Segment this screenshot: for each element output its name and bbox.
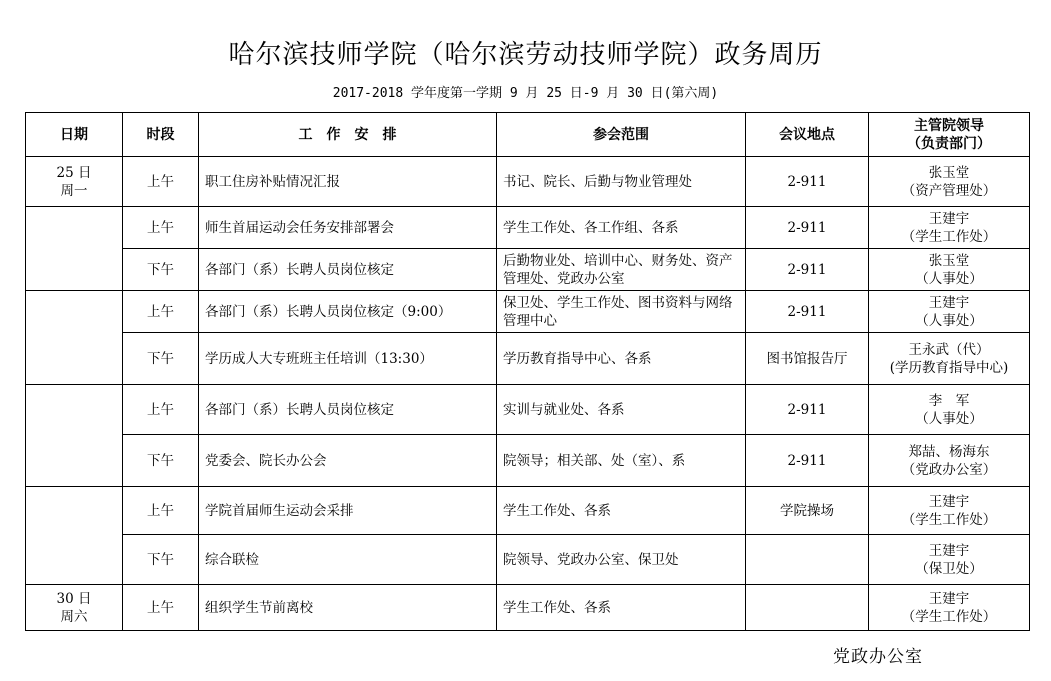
leader-name: 王永武（代） bbox=[908, 341, 990, 358]
leader-cell bbox=[869, 487, 1030, 535]
leader-cell bbox=[869, 535, 1030, 585]
task-cell: 学院首届师生运动会采排 bbox=[199, 487, 497, 535]
location-cell: 2-911 bbox=[746, 157, 869, 207]
period-cell: 下午 bbox=[123, 435, 199, 487]
date-cell bbox=[26, 291, 123, 385]
table-row bbox=[26, 157, 1030, 207]
task-cell: 组织学生节前离校 bbox=[199, 585, 497, 631]
leader-cell bbox=[869, 435, 1030, 487]
task-cell: 学历成人大专班班主任培训（13:30） bbox=[199, 333, 497, 385]
header-leader bbox=[869, 113, 1030, 157]
location-cell: 2-911 bbox=[746, 435, 869, 487]
location-cell: 2-911 bbox=[746, 207, 869, 249]
location-cell: 2-911 bbox=[746, 385, 869, 435]
leader-dept: （党政办公室） bbox=[901, 461, 997, 478]
leader-dept: （人事处） bbox=[915, 410, 983, 427]
task-cell: 师生首届运动会任务安排部署会 bbox=[199, 207, 497, 249]
page-title: 哈尔滨技师学院（哈尔滨劳动技师学院）政务周历 bbox=[228, 40, 823, 70]
attendees-cell: 学生工作处、各系 bbox=[497, 585, 746, 631]
leader-cell bbox=[869, 249, 1030, 291]
date-cell bbox=[26, 487, 123, 585]
attendees-cell: 学历教育指导中心、各系 bbox=[497, 333, 746, 385]
leader-name: 李 军 bbox=[928, 392, 970, 409]
location-cell: 图书馆报告厅 bbox=[746, 333, 869, 385]
leader-cell bbox=[869, 585, 1030, 631]
leader-name: 王建宇 bbox=[928, 542, 970, 559]
table-row bbox=[26, 535, 1030, 585]
leader-cell bbox=[869, 333, 1030, 385]
table-row bbox=[26, 585, 1030, 631]
attendees-cell: 实训与就业处、各系 bbox=[497, 385, 746, 435]
header-row bbox=[26, 113, 1030, 157]
period-cell: 上午 bbox=[123, 207, 199, 249]
location-cell: 2-911 bbox=[746, 249, 869, 291]
date-weekday: 周一 bbox=[60, 182, 88, 199]
calendar-table bbox=[25, 112, 1030, 631]
leader-cell bbox=[869, 157, 1030, 207]
period-cell: 下午 bbox=[123, 249, 199, 291]
leader-name: 张玉堂 bbox=[928, 164, 970, 181]
footer-issuer: 党政办公室 bbox=[833, 647, 923, 667]
task-cell: 各部门（系）长聘人员岗位核定 bbox=[199, 249, 497, 291]
table-row bbox=[26, 249, 1030, 291]
task-cell: 职工住房补贴情况汇报 bbox=[199, 157, 497, 207]
date-cell bbox=[26, 385, 123, 487]
date-weekday: 周六 bbox=[60, 608, 88, 625]
period-cell: 下午 bbox=[123, 535, 199, 585]
date-day: 30 日 bbox=[56, 590, 92, 607]
leader-name: 郑喆、杨海东 bbox=[908, 443, 990, 460]
leader-dept: （人事处） bbox=[915, 270, 983, 287]
period-cell: 上午 bbox=[123, 385, 199, 435]
attendees-cell: 学生工作处、各系 bbox=[497, 487, 746, 535]
page-subtitle: 2017-2018 学年度第一学期 9 月 25 日-9 月 30 日(第六周) bbox=[332, 86, 719, 101]
leader-dept: （人事处） bbox=[915, 312, 983, 329]
leader-cell bbox=[869, 291, 1030, 333]
period-cell: 上午 bbox=[123, 487, 199, 535]
attendees-cell: 保卫处、学生工作处、图书资料与网络管理中心 bbox=[497, 291, 746, 333]
leader-name: 王建宇 bbox=[928, 493, 970, 510]
header-location: 会议地点 bbox=[746, 113, 869, 157]
table-row bbox=[26, 435, 1030, 487]
leader-dept: （学生工作处） bbox=[901, 228, 997, 245]
date-cell bbox=[26, 157, 123, 207]
task-cell: 综合联检 bbox=[199, 535, 497, 585]
attendees-cell: 后勤物业处、培训中心、财务处、资产管理处、党政办公室 bbox=[497, 249, 746, 291]
period-cell: 上午 bbox=[123, 291, 199, 333]
leader-cell bbox=[869, 385, 1030, 435]
table-row bbox=[26, 333, 1030, 385]
header-date: 日期 bbox=[26, 113, 123, 157]
leader-dept: （资产管理处） bbox=[901, 182, 997, 199]
period-cell: 下午 bbox=[123, 333, 199, 385]
period-cell: 上午 bbox=[123, 585, 199, 631]
leader-dept: （保卫处） bbox=[915, 560, 983, 577]
leader-name: 张玉堂 bbox=[928, 252, 970, 269]
task-cell: 各部门（系）长聘人员岗位核定 bbox=[199, 385, 497, 435]
leader-dept: (学历教育指导中心) bbox=[889, 359, 1009, 376]
header-period: 时段 bbox=[123, 113, 199, 157]
attendees-cell: 院领导、党政办公室、保卫处 bbox=[497, 535, 746, 585]
table-row bbox=[26, 385, 1030, 435]
task-cell: 各部门（系）长聘人员岗位核定（9:00） bbox=[199, 291, 497, 333]
header-task: 工 作 安 排 bbox=[199, 113, 497, 157]
attendees-cell: 书记、院长、后勤与物业管理处 bbox=[497, 157, 746, 207]
header-leader-line1: 主管院领导 bbox=[914, 117, 984, 134]
attendees-cell: 院领导；相关部、处（室）、系 bbox=[497, 435, 746, 487]
header-leader-line2: （负责部门） bbox=[907, 135, 991, 152]
period-cell: 上午 bbox=[123, 157, 199, 207]
date-cell bbox=[26, 207, 123, 291]
location-cell bbox=[746, 585, 869, 631]
leader-cell bbox=[869, 207, 1030, 249]
table-row bbox=[26, 291, 1030, 333]
leader-name: 王建宇 bbox=[928, 590, 970, 607]
leader-name: 王建宇 bbox=[928, 210, 970, 227]
date-cell bbox=[26, 585, 123, 631]
location-cell bbox=[746, 535, 869, 585]
leader-dept: （学生工作处） bbox=[901, 608, 997, 625]
table-row bbox=[26, 487, 1030, 535]
location-cell: 学院操场 bbox=[746, 487, 869, 535]
date-day: 25 日 bbox=[56, 164, 92, 181]
location-cell: 2-911 bbox=[746, 291, 869, 333]
leader-dept: （学生工作处） bbox=[901, 511, 997, 528]
task-cell: 党委会、院长办公会 bbox=[199, 435, 497, 487]
table-row bbox=[26, 207, 1030, 249]
header-attendees: 参会范围 bbox=[497, 113, 746, 157]
attendees-cell: 学生工作处、各工作组、各系 bbox=[497, 207, 746, 249]
leader-name: 王建宇 bbox=[928, 294, 970, 311]
